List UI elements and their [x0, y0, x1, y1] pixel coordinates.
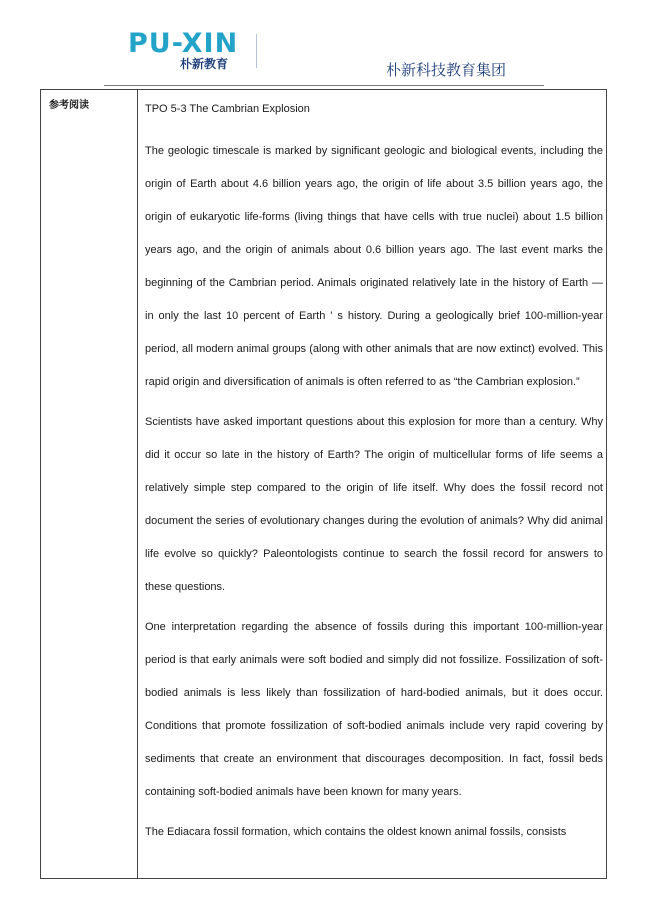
- logo-divider: [256, 34, 257, 68]
- paragraph-2: Scientists have asked important questions about this explosion for more than a century. Why did it occur so late in the history of Earth? The origin of multicellular forms of life seems a relatively simple step compared to the origin of life itself. Why does the fossil record not document the series of evolutionary changes during the evolution of animals? Why did animal life evolve so quickly? Paleontologists continue to search the fossil record for answers to these questions.: [145, 416, 603, 593]
- logo-wordmark: PU-XIN: [128, 28, 239, 59]
- logo-subtitle: 朴新教育: [180, 57, 229, 71]
- table-label: 参考阅读: [49, 100, 89, 111]
- header-rule: [104, 85, 544, 86]
- paragraph-1: The geologic timescale is marked by significant geologic and biological events, including the origin of Earth about 4.6 billion years ago, the origin of life about 3.5 billion years ago, the origin of eukaryotic life-forms (living things that have cells with true nuclei) about 1.5 billion years ago, and the origin of animals about 0.6 billion years ago. The last event marks the beginning of the Cambrian period. Animals originated relatively late in the history of Earth — in only the last 10 percent of Earth ' s history. During a geologically brief 100-million-year period, all modern animal groups (along with other animals that are now extinct) evolved. This rapid origin and diversification of animals is often referred to as “the Cambrian explosion.”: [145, 145, 603, 388]
- puxin-logo: [128, 30, 268, 72]
- passage-title: TPO 5-3 The Cambrian Explosion: [145, 103, 310, 115]
- reading-table: [40, 89, 607, 879]
- paragraph-4: The Ediacara fossil formation, which contains the oldest known animal fossils, consists: [145, 826, 567, 838]
- reading-content: [145, 100, 603, 875]
- paragraph-3: One interpretation regarding the absence of fossils during this important 100-million-year period is that early animals were soft bodied and simply did not fossilize. Fossilization of soft-bodied animals is less likely than fossilization of hard-bodied animals, but it does occur. Conditions that promote fossilization of soft-bodied animals include very rapid covering by sediments that create an environment that discourages decomposition. In fact, fossil beds containing soft-bodied animals have been known for many years.: [145, 621, 603, 798]
- group-name: 朴新科技教育集团: [386, 61, 507, 79]
- column-divider: [137, 90, 138, 878]
